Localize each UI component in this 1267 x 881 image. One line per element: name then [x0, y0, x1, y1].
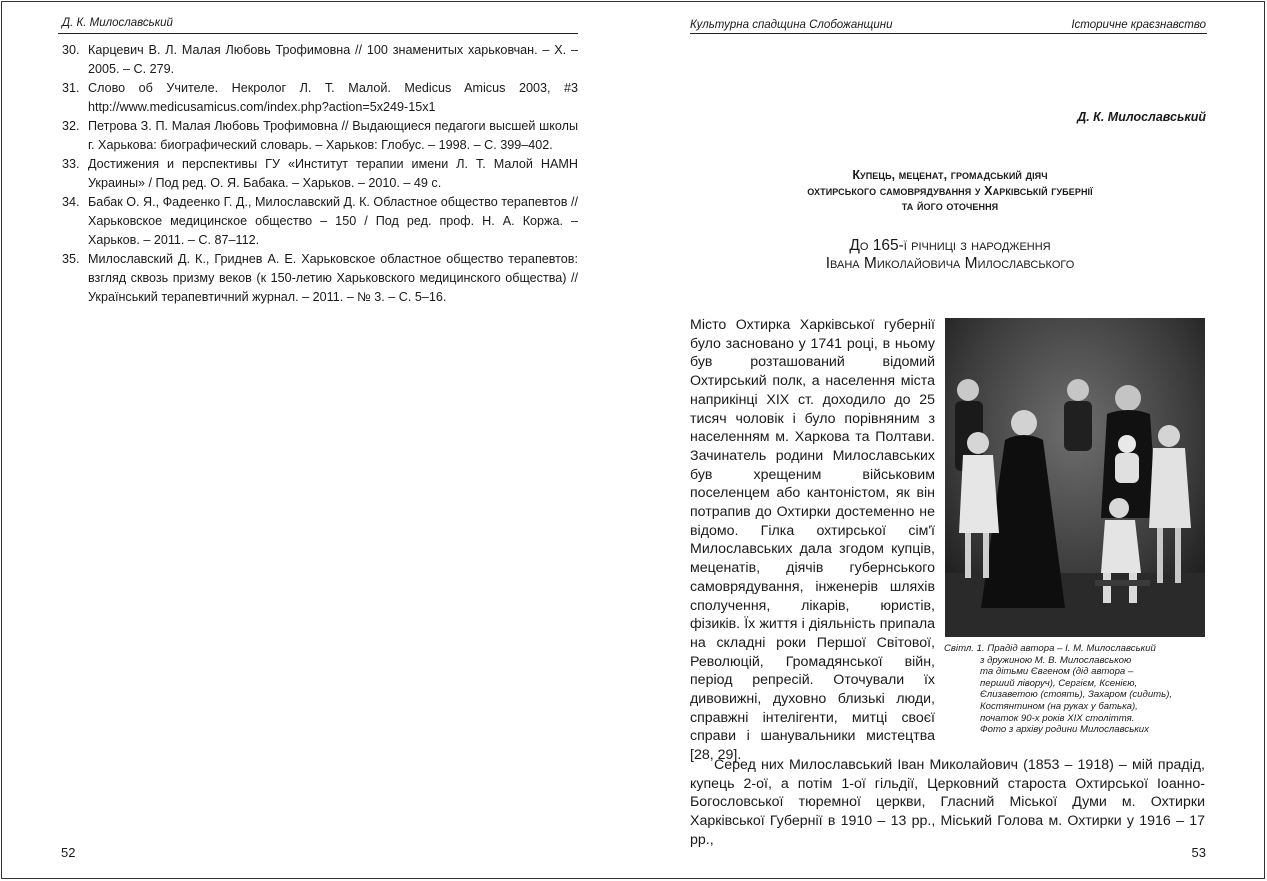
left-running-head: Д. К. Милославський [62, 17, 173, 29]
caption-line: та дітьми Євгеном (дід автора – [980, 666, 1134, 678]
reference-text: Карцевич В. Л. Малая Любовь Трофимовна // 100 знаменитых харьковчан. – Х. – 2005. – С. 279. [88, 43, 578, 76]
article-subtitle [633, 237, 1267, 273]
caption-line: перший ліворуч), Сергієм, Ксенією, [980, 677, 1138, 689]
reference-number: 31. [62, 81, 80, 95]
caption-line: Фото з архіву родини Милославських [980, 724, 1149, 736]
reference-text: Петрова З. П. Малая Любовь Трофимовна // Выдающиеся педагоги высшей школы г. Харькова: биографический словарь. – Харьков: Глобус. – 1998. – С. 399–402. [88, 119, 578, 152]
reference-text: Милославский Д. К., Гриднев А. Е. Харьковское областное общество терапевтов: взгляд сквозь призму веков (к 150-летию Харьковского медицинского общества) // Український терапевтичний журнал. – 2011. – № 3. – С. 5–16. [88, 252, 578, 304]
reference-number: 33. [62, 157, 80, 171]
left-page [0, 0, 633, 881]
family-photo [945, 318, 1205, 637]
left-page-number: 52 [61, 845, 76, 860]
caption-line: Костянтином (на руках у батька), [980, 700, 1138, 712]
reference-item [62, 79, 578, 117]
caption-line: з дружиною М. В. Милославською [980, 654, 1132, 666]
article-author: Д. К. Милославський [1077, 110, 1206, 124]
reference-item [62, 41, 578, 79]
article-title [633, 168, 1267, 215]
reference-item [62, 117, 578, 155]
right-header-rule [690, 33, 1207, 34]
title-line: охтирського самоврядування у Харківській губернії [807, 183, 1093, 198]
family-photo-image [945, 318, 1205, 637]
body-paragraph-2: Серед них Милославський Іван Миколайович (1853 – 1918) – мій прадід, купець 2-ої, а потім 1-ої гільдії, Церковний староста Охтирської Іоанно-Богословської тюремної церкви, Гласний Міської Думи м. Охтирки Харківської Губернії в 1910 – 13 рр., Міський Голова м. Охтирки у 1916 – 17 рр., [690, 757, 1205, 848]
caption-line: Світл. 1. Прадід автора – І. М. Милославський [944, 643, 1156, 654]
title-line: та його оточення [901, 199, 999, 213]
right-running-head-right: Історичне краєзнавство [1071, 19, 1206, 31]
reference-item [62, 250, 578, 307]
reference-number: 34. [62, 195, 80, 209]
reference-text: Бабак О. Я., Фадеенко Г. Д., Милославский Д. К. Областное общество терапевтов // Харьковское медицинское общество – 150 / Под ред. проф. Н. А. Коржа. – Харьков. – 2011. – С. 87–112. [88, 195, 578, 247]
right-page-number: 53 [1191, 845, 1206, 860]
reference-number: 35. [62, 252, 80, 266]
reference-text: Достижения и перспективы ГУ «Институт терапии имени Л. Т. Малой НАМН Украины» / Под ред. О. Я. Бабака. – Харьков. – 2010. – 49 с. [88, 157, 578, 190]
caption-line: початок 90-х років XIX століття. [980, 712, 1135, 724]
caption-line: Єлизаветою (стоять), Захаром (сидить), [980, 689, 1173, 701]
body-paragraph-1: Місто Охтирка Харківської губернії було засновано у 1741 році, в ньому був розташований відомий Охтирський полк, а населення міста наприкінці XIX ст. доходило до 25 тисяч чоловік і було порівняним з населенням м. Харкова та Полтави. Зачинатель родини Милославських був хрещеним військовим поселенцем або кантоністом, як він потрапив до Охтирки достеменно не відомо. Гілка охтирської сім'ї Милославських дала згодом купців, меценатів, діячів губернського самоврядування, інженерів шляхів сполучення, лікарів, юристів, фізиків. Їх життя і діяльність припала на складні роки Першої Світової, Революцій, Громадянської війн, період репресій. Оточували їх дивовижні, духовно близькі люди, справжні інтелігенти, митці своєї справи і шанувальники мистецтва [28, 29]. [690, 317, 935, 764]
left-header-rule [58, 33, 578, 34]
title-line: Купець, меценат, громадський діяч [852, 168, 1048, 182]
right-page [633, 0, 1267, 881]
photo-caption [944, 643, 1214, 736]
right-running-head-left: Культурна спадщина Слобожанщини [690, 19, 893, 31]
reference-text: Слово об Учителе. Некролог Л. Т. Малой. Medicus Amicus 2003, #3 http://www.medicusamicus.com/index.php?action=5x249-15x1 [88, 81, 578, 114]
reference-item [62, 155, 578, 193]
reference-number: 32. [62, 119, 80, 133]
reference-number: 30. [62, 43, 80, 57]
reference-item [62, 193, 578, 250]
reference-list [62, 41, 578, 307]
subtitle-line: До 165-ї річниці з народження [849, 237, 1051, 254]
subtitle-line: Івана Миколайовича Милославського [825, 255, 1075, 272]
